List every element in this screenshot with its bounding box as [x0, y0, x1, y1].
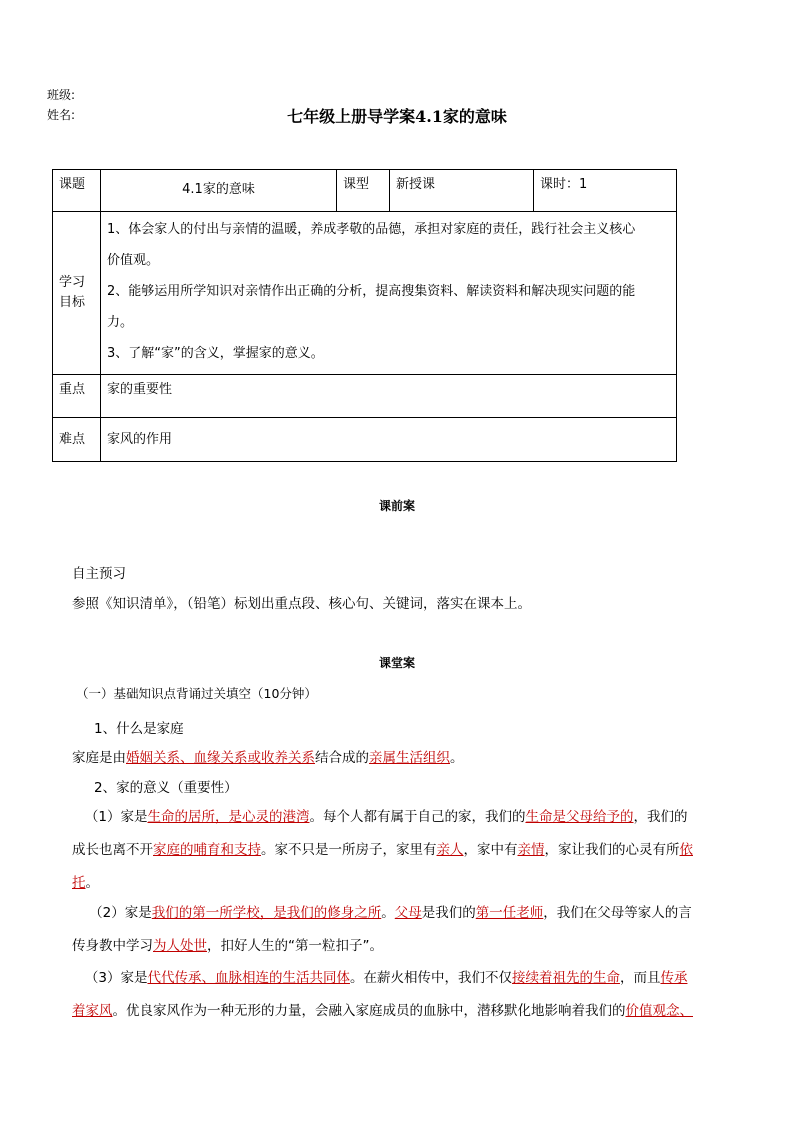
text-run: 家庭是由 [72, 750, 126, 766]
text-run: 。 [381, 905, 395, 921]
table-row [53, 418, 677, 462]
key-phrase: 第一任老师 [475, 905, 544, 921]
text-run: （2）家是 [89, 905, 152, 921]
period-value: 课时：1 [534, 170, 677, 212]
text-run: 。在薪火相传中，我们不仅 [349, 970, 512, 986]
paragraph-line [72, 834, 728, 867]
paragraph-line [72, 995, 728, 1028]
difficult-value: 家风的作用 [101, 418, 677, 462]
text-run: 。每个人都有属于自己的家，我们的 [309, 809, 526, 825]
key-phrase: 亲属生活组织 [369, 750, 450, 766]
key-phrase: 生命是父母给予的 [525, 809, 634, 825]
key-phrase: 接续着祖先的生命 [511, 970, 620, 986]
key-phrase: 父母 [394, 905, 422, 921]
goal-line: 力。 [107, 315, 134, 330]
text-run: 。家不只是一所房子，家里有 [261, 842, 437, 858]
text-run: ，我们在父母等家人的言 [543, 905, 692, 921]
key-phrase: 亲人 [436, 842, 464, 858]
name-label: 姓名: [47, 108, 76, 122]
text-run: 结合成的 [315, 750, 369, 766]
goals-label-line: 学习 [59, 275, 86, 290]
paragraph-line [72, 897, 728, 930]
table-row [53, 212, 677, 375]
difficult-label: 难点 [53, 418, 101, 462]
key-phrase: 价值观念、 [625, 1003, 693, 1019]
question-1: 1、什么是家庭 [94, 721, 184, 737]
pre-class-heading: 课前案 [378, 499, 415, 513]
goals-label [53, 212, 101, 375]
key-value: 家的重要性 [101, 375, 677, 418]
paragraph-2 [72, 897, 728, 963]
text-run: ，家让我们的心灵有所 [544, 842, 680, 858]
goal-line: 3、了解“家”的含义，掌握家的意义。 [107, 346, 324, 361]
table-row [53, 170, 677, 212]
goals-content [101, 212, 677, 375]
pre-class-text: 参照《知识清单》，（铅笔）标划出重点段、核心句、关键词，落实在课本上。 [72, 596, 531, 612]
paragraph-line [72, 801, 728, 834]
answer-1 [72, 746, 464, 766]
topic-label: 课题 [53, 170, 101, 212]
key-phrase: 代代传承、血脉相连的生活共同体 [147, 970, 350, 986]
text-run: ，而且 [619, 970, 661, 986]
table-row [53, 375, 677, 418]
paragraph-line [72, 930, 728, 963]
text-run: ，我们的 [633, 809, 688, 825]
key-phrase: 为人处世 [153, 938, 207, 954]
type-value: 新授课 [390, 170, 534, 212]
text-run: 。优良家风作为一种无形的力量，会融入家庭成员的血脉中，潜移默化地影响着我们的 [112, 1003, 626, 1019]
goal-line: 2、能够运用所学知识对亲情作出正确的分析，提高搜集资料、解读资料和解决现实问题的能 [107, 284, 636, 299]
key-phrase: 传承 [660, 970, 688, 986]
text-run: 传身教中学习 [72, 938, 153, 954]
paragraph-line [72, 867, 728, 900]
key-phrase: 生命的居所，是心灵的港湾 [147, 809, 310, 825]
part1-heading: （一）基础知识点背诵过关填空（10分钟） [76, 686, 317, 701]
in-class-heading: 课堂案 [378, 656, 415, 670]
page-title: 七年级上册导学案4.1家的意味 [287, 107, 507, 126]
key-phrase: 我们的第一所学校，是我们的修身之所 [151, 905, 382, 921]
question-2: 2、家的意义（重要性） [94, 780, 238, 796]
key-phrase: 家庭的哺育和支持 [153, 842, 261, 858]
goal-line: 1、体会家人的付出与亲情的温暖，养成孝敬的品德，承担对家庭的责任，践行社会主义核心 [107, 222, 636, 237]
paragraph-3 [72, 962, 728, 1028]
class-label: 班级: [47, 88, 76, 102]
key-phrase: 亲情 [517, 842, 545, 858]
key-label: 重点 [53, 375, 101, 418]
text-run: 成长也离不开 [72, 842, 153, 858]
text-run: ，扣好人生的“第一粒扣子”。 [207, 938, 383, 954]
paragraph-1 [72, 801, 728, 900]
key-phrase: 依 [679, 842, 693, 858]
key-phrase: 婚姻关系、血缘关系或收养关系 [126, 750, 315, 766]
text-run: ，家中有 [463, 842, 518, 858]
goal-line: 价值观。 [107, 253, 160, 268]
text-run: 是我们的 [421, 905, 476, 921]
lesson-info-table [52, 169, 677, 462]
text-run: （3）家是 [84, 970, 148, 986]
type-label: 课型 [337, 170, 390, 212]
paragraph-line [72, 962, 728, 995]
pre-class-subheading: 自主预习 [72, 566, 126, 582]
topic-value: 4.1家的意味 [101, 170, 337, 212]
key-phrase: 托 [72, 875, 86, 891]
text-run: （1）家是 [84, 809, 148, 825]
text-run: 。 [450, 750, 464, 766]
text-run: 。 [85, 875, 99, 891]
goals-label-line: 目标 [59, 295, 86, 310]
key-phrase: 着家风 [72, 1003, 113, 1019]
